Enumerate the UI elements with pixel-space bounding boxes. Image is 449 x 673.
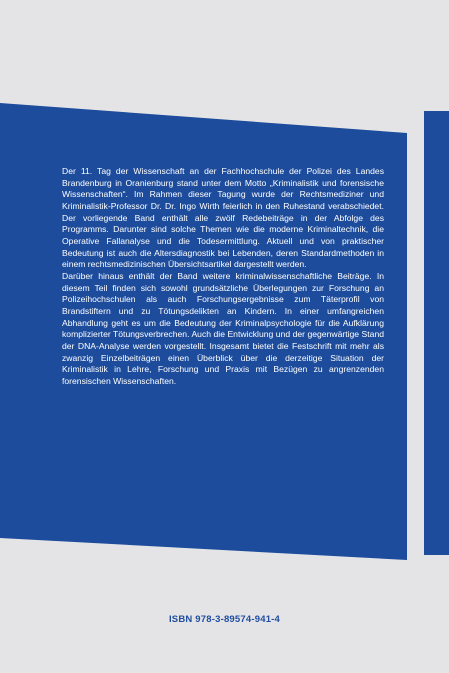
spine-accent-stripe: [424, 111, 449, 555]
back-cover-blurb: [62, 166, 384, 387]
isbn-number: ISBN 978-3-89574-941-4: [168, 614, 281, 625]
blurb-paragraph: Der 11. Tag der Wissenschaft an der Fachhochschule der Polizei des Landes Brandenburg in Oranienburg stand unter dem Motto „Kriminalistik und forensische Wissenschaften“. Im Rahmen dieser Tagung wurde der Rechtsmediziner und Kriminalistik-Professor Dr. Dr. Ingo Wirth feierlich in den Ruhestand verabschiedet. Der vorliegende Band enthält alle zwölf Redebeiträge in der Abfolge des Programms. Darunter sind solche Themen wie die moderne Kriminaltechnik, die Operative Fallanalyse und die Todesermittlung. Aktuell und von praktischer Bedeutung ist auch die Altersdiagnostik bei Lebenden, deren Standardmethoden in einem rechtsmedizinischen Übersichtsartikel dargestellt werden.: [62, 166, 384, 270]
blurb-paragraph: Darüber hinaus enthält der Band weitere kriminalwissenschaftliche Beiträge. In diesem Teil finden sich sowohl grundsätzliche Überlegungen zur Forschung an Polizeihochschulen als auch Forschungsergebnisse zum Täterprofil von Brandstiftern und zu Tötungsdelikten an Kindern. In einer umfangreichen Abhandlung geht es um die Bedeutung der Kriminalpsychologie für die Aufklärung komplizierter Tötungsverbrechen. Auch die Entwicklung und der gegenwärtige Stand der DNA-Analyse werden vorgestellt. Insgesamt bietet die Festschrift mit mehr als zwanzig Einzelbeiträgen einen Überblick über die derzeitige Situation der Kriminalistik in Lehre, Forschung und Praxis mit Bezügen zu angrenzenden forensischen Wissenschaften.: [62, 270, 384, 386]
